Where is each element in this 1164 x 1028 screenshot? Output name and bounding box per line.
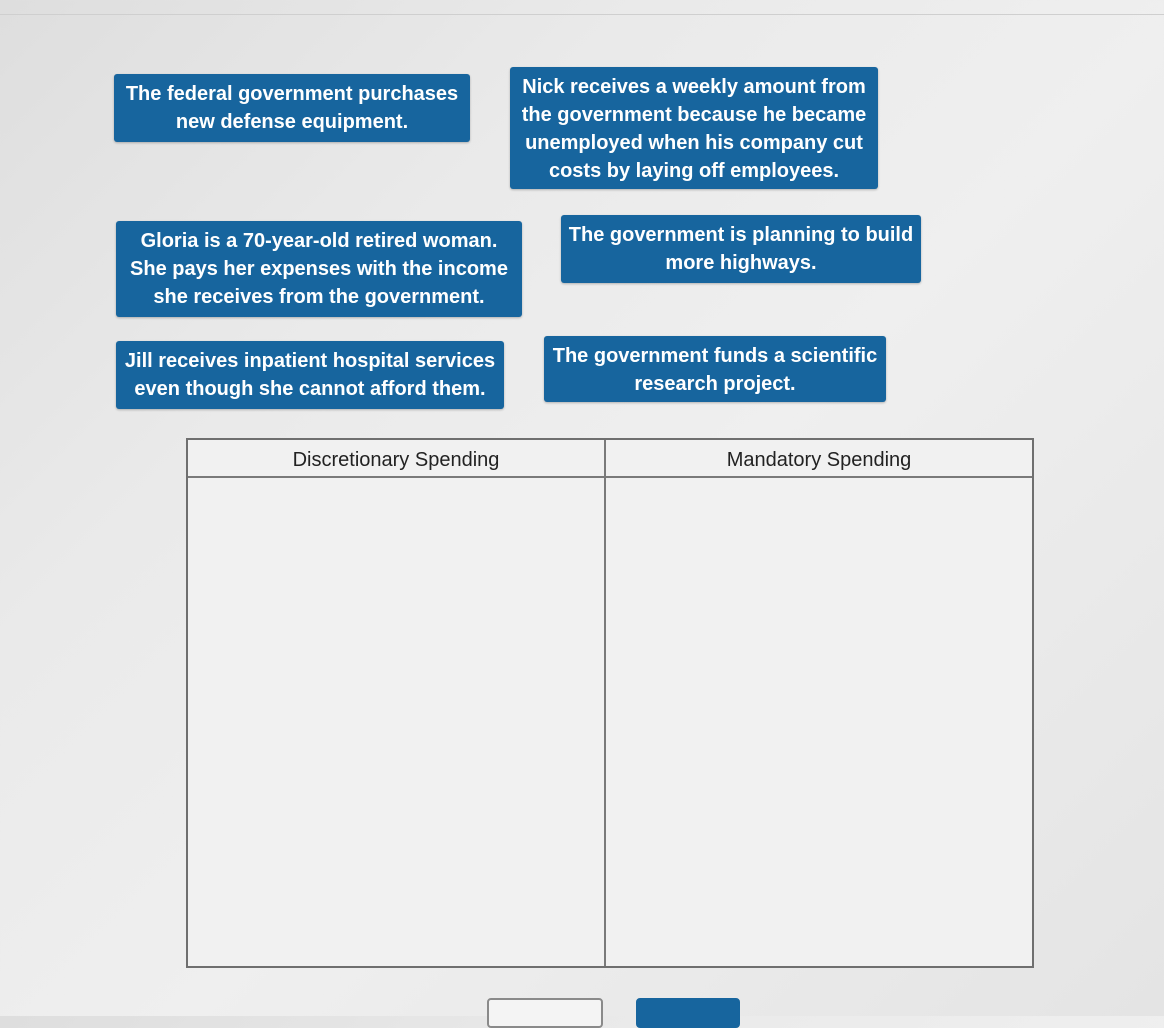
draggable-card-scientific-research[interactable]: The government funds a scientific research project. <box>544 336 886 402</box>
mandatory-spending-header: Mandatory Spending <box>726 449 912 471</box>
sorting-table <box>186 438 1034 968</box>
discretionary-spending-header: Discretionary Spending <box>292 449 500 471</box>
discretionary-spending-drop-zone[interactable] <box>188 478 604 966</box>
mandatory-spending-drop-zone[interactable] <box>606 478 1032 966</box>
draggable-card-defense-equipment[interactable]: The federal government purchases new defense equipment. <box>114 74 470 142</box>
draggable-card-hospital-services[interactable]: Jill receives inpatient hospital services even though she cannot afford them. <box>116 341 504 409</box>
submit-button[interactable] <box>636 998 740 1028</box>
top-divider <box>0 14 1164 15</box>
draggable-card-retirement-income[interactable]: Gloria is a 70-year-old retired woman. She pays her expenses with the income she receives from the government. <box>116 221 522 317</box>
reset-button[interactable] <box>487 998 603 1028</box>
draggable-card-unemployment-benefits[interactable]: Nick receives a weekly amount from the government because he became unemployed when his company cut costs by laying off employees. <box>510 67 878 189</box>
draggable-card-highways[interactable]: The government is planning to build more highways. <box>561 215 921 283</box>
